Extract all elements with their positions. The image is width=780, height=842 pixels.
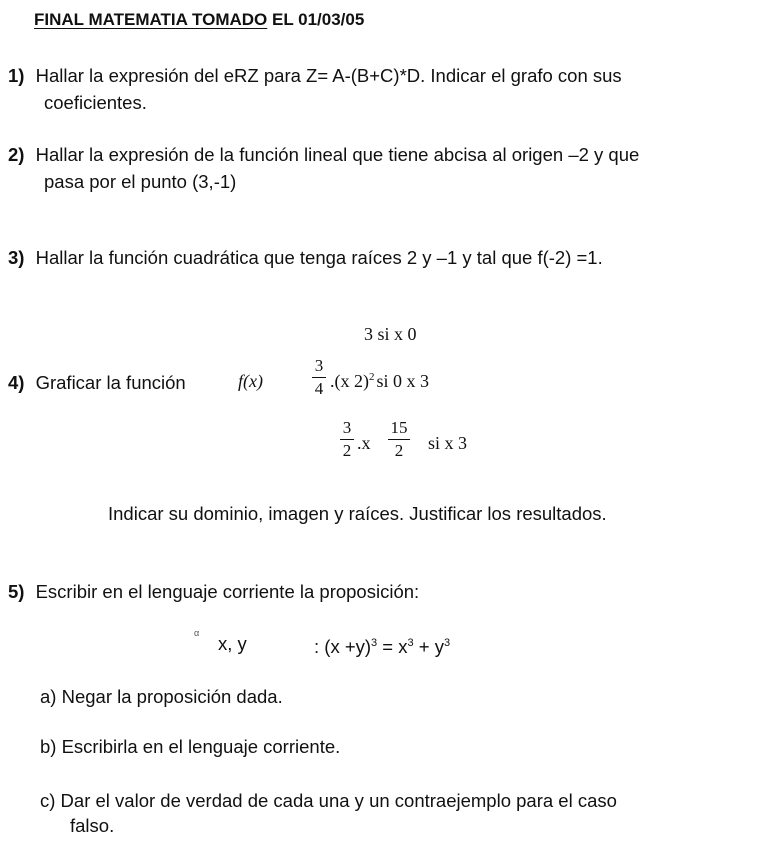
question-2-line1: Hallar la expresión de la función lineal que tiene abcisa al origen –2 y que [35, 144, 640, 165]
function-name: f(x) [238, 371, 263, 391]
formula-part-a: : (x +y) [314, 636, 372, 658]
question-4-number: 4) [8, 372, 25, 393]
question-4 [8, 369, 186, 396]
piecewise-case-1: 3 si x 0 [364, 324, 417, 344]
fraction-bar [312, 377, 326, 378]
fraction-numerator: 15 [390, 418, 408, 437]
question-3-line1: Hallar la función cuadrática que tenga raíces 2 y –1 y tal que f(-2) =1. [35, 247, 603, 268]
case-3-condition: si x 3 [428, 433, 468, 453]
question-5 [8, 578, 419, 605]
fraction-denominator: 4 [314, 379, 324, 398]
question-2-line2: pasa por el punto (3,-1) [44, 171, 237, 192]
fraction-numerator: 3 [314, 356, 324, 375]
question-1-line1: Hallar la expresión del eRZ para Z= A-(B+C)*D. Indicar el grafo con sus [35, 65, 622, 86]
title-date: EL 01/03/05 [267, 10, 365, 29]
question-1-number: 1) [8, 65, 25, 86]
question-5-item-b: b) Escribirla en el lenguaje corriente. [40, 736, 341, 757]
case-2-expression: .(x 2) [330, 371, 369, 391]
question-3 [8, 244, 603, 271]
question-2-number: 2) [8, 144, 25, 165]
question-5-item-a: a) Negar la proposición dada. [40, 686, 283, 707]
quantifier-symbol: α [194, 628, 200, 638]
piecewise-case-2 [330, 371, 429, 392]
question-5-item-c-line2: falso. [70, 815, 115, 836]
quantified-variables: x, y [218, 633, 247, 654]
case-3-x: .x [357, 433, 371, 453]
question-5-number: 5) [8, 581, 25, 602]
fraction-denominator: 2 [342, 441, 352, 460]
formula-exp-a: 3 [371, 637, 378, 649]
question-3-number: 3) [8, 247, 25, 268]
case-2-condition: si 0 x 3 [376, 371, 430, 391]
formula-exp-c: 3 [443, 637, 451, 649]
formula-part-c: + y [413, 636, 444, 658]
fraction-bar [388, 439, 410, 440]
question-5-item-c: c) Dar el valor de verdad de cada una y un contraejemplo para el caso [40, 790, 617, 811]
document-title [34, 10, 364, 30]
proposition-formula [314, 630, 450, 660]
formula-exp-b: 3 [407, 637, 414, 649]
fraction-3-over-2 [340, 418, 354, 461]
question-2 [8, 141, 639, 168]
formula-part-b: = x [377, 636, 408, 658]
title-underlined: FINAL MATEMATIA TOMADO [34, 10, 268, 29]
fraction-3-over-4 [312, 356, 326, 399]
question-1 [8, 62, 622, 89]
question-4-label: Graficar la función [35, 372, 186, 393]
fraction-15-over-2 [388, 418, 410, 461]
fraction-numerator: 3 [342, 418, 352, 437]
question-5-line1: Escribir en el lenguaje corriente la proposición: [35, 581, 420, 602]
case-2-exponent: 2 [369, 371, 375, 383]
question-4-note: Indicar su dominio, imagen y raíces. Justificar los resultados. [108, 503, 607, 524]
fraction-bar [340, 439, 354, 440]
fraction-denominator: 2 [394, 441, 404, 460]
question-1-line2: coeficientes. [44, 92, 147, 113]
